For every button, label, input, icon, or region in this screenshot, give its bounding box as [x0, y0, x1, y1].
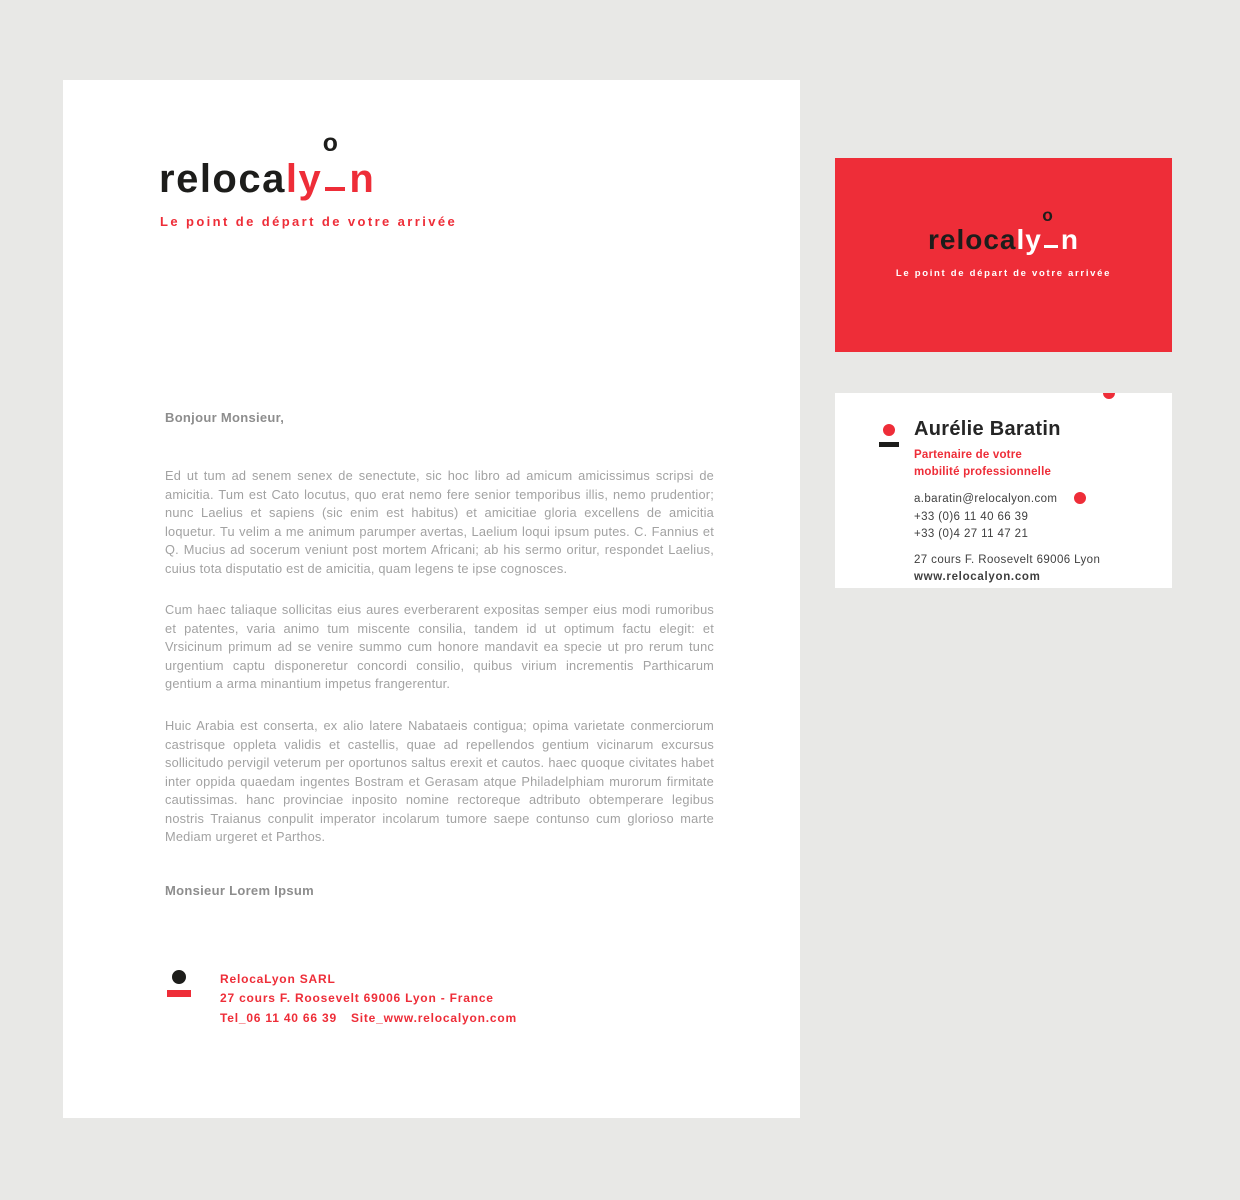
footer-site: Site_www.relocalyon.com: [350, 1010, 517, 1025]
relocalyon-logo-inverse: [835, 204, 1172, 255]
footer-company: RelocaLyon SARL: [220, 971, 336, 986]
business-card-back: [835, 393, 1172, 588]
website: www.relocalyon.com: [914, 571, 1041, 584]
letterhead-page: [63, 80, 800, 1118]
brand-tagline: Le point de départ de votre arrivée: [160, 214, 458, 229]
logo-part-ly: ly: [285, 157, 323, 201]
o-mark-icon: [879, 424, 899, 447]
footer-tel-site: [220, 1009, 517, 1028]
logo-part-reloca: reloca: [928, 224, 1017, 255]
person-name: Aurélie Baratin: [914, 418, 1061, 440]
business-card-front: [835, 158, 1172, 352]
letter-paragraph: Cum haec taliaque sollicitas eius aures everberarent expositas semper eius modi rumoribus et patentes, varia animo tum miscente consilia, tandem id ut optimum factu elegit: et Vrsicinum primum ad se venire summo cum honore mandavit ea specie ut pro rerum tunc urgentium captu disponeretur concordi consilio, quibus virium incrementis Parthicarum gentium a arma minantium impetus frangerentur.: [165, 602, 714, 692]
street-address: 27 cours F. Roosevelt 69006 Lyon: [914, 554, 1101, 567]
logo-o-glyph: [1042, 204, 1061, 249]
contact-lines: [914, 491, 1162, 543]
person-role: [914, 447, 1162, 480]
footer-contact-block: [220, 970, 517, 1028]
footer-tel: Tel_06 11 40 66 39: [220, 1010, 337, 1025]
email: a.baratin@relocalyon.com: [914, 493, 1058, 506]
letter-greeting: Bonjour Monsieur,: [165, 410, 285, 425]
brand-tagline: Le point de départ de votre arrivée: [895, 268, 1112, 279]
logo-o-glyph: [322, 129, 349, 192]
o-ring-icon: [883, 424, 895, 436]
footer-address: 27 cours F. Roosevelt 69006 Lyon - France: [220, 991, 494, 1006]
logo-part-n: n: [349, 157, 376, 201]
underscore-bar-icon: [167, 990, 191, 997]
logo-part-o: o: [322, 129, 340, 157]
address-lines: [914, 552, 1162, 587]
role-line: mobilité professionnelle: [914, 465, 1052, 478]
logo-underscore-icon: [1044, 245, 1059, 248]
phone-mobile: +33 (0)6 11 40 66 39: [914, 510, 1029, 523]
logo-part-o: o: [1042, 204, 1054, 225]
logo-part-reloca: reloca: [159, 157, 286, 201]
letter-body: [165, 410, 714, 898]
underscore-bar-icon: [879, 442, 899, 447]
logo-part-ly: ly: [1016, 224, 1042, 255]
relocalyon-logo: [159, 129, 376, 201]
letter-paragraph: Ed ut tum ad senem senex de senectute, sic hoc libro ad amicum amicissimus scripsi de amicitia. Tum est Cato locutus, quo erat nemo fere senior temporibus illis, nemo prudentior; nunc Laelius et sapiens (sic enim est habitus) et amicitiae gloria excellens de amicitia loquetur. Tu velim a me animum parumper avertas, Laelium loqui ipsum putes. C. Fannius et Q. Mucius ad socerum veniunt post mortem Africani; ab his sermo oritur, respondet Laelius, cuius tota disputatio est de amicitia, quam legens te ipse cognosces.: [165, 468, 714, 576]
letter-signoff: Monsieur Lorem Ipsum: [165, 882, 315, 898]
letterhead-footer: [167, 970, 517, 1028]
card-contact-block: [914, 418, 1162, 587]
role-line: Partenaire de votre: [914, 449, 1022, 461]
letter-paragraph: Huic Arabia est conserta, ex alio latere Nabataeis contigua; opima varietate conmerciorum castrisque oppleta validis et castellis, quae ad repellendos gentium vicinarum excursus sollicitudo pervigil veterum per oportunos saltus erexit et cautos. haec quoque civitates habet inter oppida quaedam ingentes Bostram et Gerasam atque Philadelphiam murorum firmitate cautissimas. hanc provinciae inposito nomine rectoreque adtributo obtemperare legibus nostris Traianus conpulit imperator incolarum tumore saepe contunso cum glorioso marte Mediam urgeret et Parthos.: [165, 718, 714, 845]
logo-part-n: n: [1060, 224, 1079, 255]
o-ring-icon: [172, 970, 186, 984]
o-mark-icon: [167, 970, 191, 997]
phone-landline: +33 (0)4 27 11 47 21: [914, 527, 1029, 540]
o-ring-icon: [1103, 393, 1115, 399]
logo-underscore-icon: [325, 187, 346, 191]
